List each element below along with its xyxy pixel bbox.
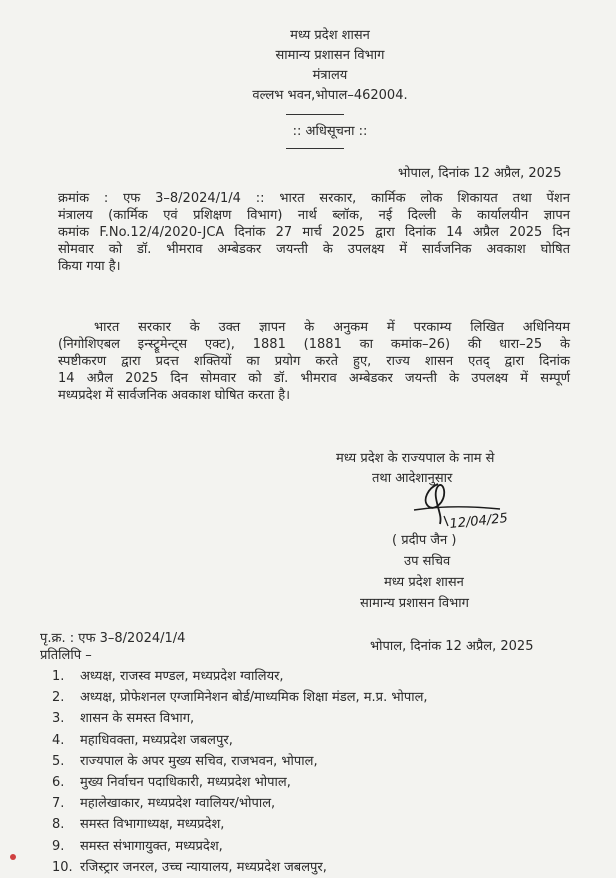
list-item <box>52 793 428 814</box>
list-item-number: 4. <box>52 732 65 748</box>
authority-line: मध्य प्रदेश के राज्यपाल के नाम से <box>336 451 495 466</box>
paragraph-1-line: क्रमांक : एफ 3–8/2024/1/4 :: भारत सरकार, कार्मिक लोक शिकायत तथा पेंशन <box>58 191 570 206</box>
letterhead-government: मध्य प्रदेश शासन <box>290 28 370 43</box>
list-item-number: 1. <box>52 669 65 684</box>
letterhead-department: सामान्य प्रशासन विभाग <box>275 48 385 63</box>
list-item-number: 8. <box>52 817 65 833</box>
paragraph-2-line: स्पष्टीकरण द्वारा प्रदत्त शक्तियों का प्रयोग करते हुए, राज्य शासन एतद् द्वारा दिनांक <box>58 354 570 369</box>
paragraph-1-line: कमांक F.No.12/4/2020-JCA दिनांक 27 मार्च 2025 द्वारा दिनांक 14 अप्रैल 2025 दिन <box>58 225 570 240</box>
list-item <box>52 666 428 687</box>
list-item <box>52 836 428 857</box>
paragraph-1 <box>58 190 570 275</box>
paragraph-1-line: सोमवार को डॉ. भीमराव अम्बेडकर जयन्ती के उपलक्ष्य में सार्वजनिक अवकाश घोषित <box>58 242 570 257</box>
header-rule-bottom <box>286 148 344 149</box>
list-item-number: 10. <box>52 859 73 875</box>
list-item-text: अध्यक्ष, राजस्व मण्डल, मध्यप्रदेश ग्वालियर, <box>80 669 284 684</box>
order-line: तथा आदेशानुसार <box>372 471 453 486</box>
paragraph-1-line: किया गया है। <box>58 259 121 274</box>
svg-text:12/04/25: 12/04/25 <box>448 510 509 532</box>
paragraph-1-line: मंत्रालय (कार्मिक एवं प्रशिक्षण विभाग) नार्थ ब्लॉक, नई दिल्ली के कार्यालयीन ज्ञापन <box>58 208 570 223</box>
signatory-designation: उप सचिव <box>404 554 451 569</box>
paragraph-2 <box>58 319 570 404</box>
letterhead <box>200 26 460 106</box>
header-rule-top <box>286 114 344 115</box>
signatory-office: मध्य प्रदेश शासन <box>384 575 464 590</box>
list-item-text: राज्यपाल के अपर मुख्य सचिव, राजभवन, भोपाल, <box>80 753 318 769</box>
list-item-text: महालेखाकार, मध्यप्रदेश ग्वालियर/भोपाल, <box>80 796 276 812</box>
signatory-department: सामान्य प्रशासन विभाग <box>360 596 469 611</box>
endorsement-date: भोपाल, दिनांक 12 अप्रैल, 2025 <box>370 639 534 654</box>
list-item-number: 7. <box>52 796 65 812</box>
list-item <box>52 751 428 772</box>
list-item-text: रजिस्ट्रार जनरल, उच्च न्यायालय, मध्यप्रदेश जबलपुर, <box>80 859 327 875</box>
paragraph-2-line: (निगोशिएबल इन्स्ट्रूमेन्ट्स एक्ट), 1881 (1881 का कमांक–26) की धारा–25 के <box>58 337 570 352</box>
list-item-text: अध्यक्ष, प्रोफेशनल एग्जामिनेशन बोर्ड/माध्यमिक शिक्षा मंडल, म.प्र. भोपाल, <box>80 690 428 706</box>
list-item <box>52 857 428 878</box>
letterhead-address: वल्लभ भवन,भोपाल–462004. <box>252 88 408 103</box>
list-item <box>52 687 428 708</box>
list-item <box>52 814 428 835</box>
list-item-number: 2. <box>52 690 65 706</box>
list-item-number: 5. <box>52 753 65 769</box>
endorsement-number: पृ.क्र. : एफ 3–8/2024/1/4 <box>40 631 186 646</box>
signatory-name: ( प्रदीप जैन ) <box>392 533 457 548</box>
list-item-text: समस्त संभागायुक्त, मध्यप्रदेश, <box>80 838 223 854</box>
paragraph-2-line: भारत सरकार के उक्त ज्ञापन के अनुकम में परकाम्य लिखित अधिनियम <box>94 320 570 335</box>
letterhead-ministry: मंत्रालय <box>312 68 348 83</box>
list-item <box>52 708 428 729</box>
list-item <box>52 772 428 793</box>
list-item-text: महाधिवक्ता, मध्यप्रदेश जबलपुर, <box>80 732 233 748</box>
red-stamp-dot <box>10 854 16 860</box>
list-item <box>52 730 428 751</box>
notification-title: :: अधिसूचना :: <box>292 124 368 139</box>
list-item-text: शासन के समस्त विभाग, <box>80 711 195 727</box>
paragraph-2-line: 14 अप्रैल 2025 दिन सोमवार को डॉ. भीमराव अम्बेडकर जयन्ती के उपलक्ष्य में सम्पूर्ण <box>58 371 570 386</box>
list-item-text: समस्त विभागाध्यक्ष, मध्यप्रदेश, <box>80 817 225 833</box>
list-item-number: 6. <box>52 775 65 791</box>
list-item-text: मुख्य निर्वाचन पदाधिकारी, मध्यप्रदेश भोपाल, <box>80 775 291 791</box>
copy-to-label: प्रतिलिपि – <box>40 648 92 663</box>
list-item-number: 9. <box>52 838 65 854</box>
list-item-number: 3. <box>52 711 65 727</box>
order-date: भोपाल, दिनांक 12 अप्रैल, 2025 <box>398 166 562 181</box>
copy-list <box>52 666 428 878</box>
paragraph-2-line: मध्यप्रदेश में सार्वजनिक अवकाश घोषित करता है। <box>58 388 291 403</box>
